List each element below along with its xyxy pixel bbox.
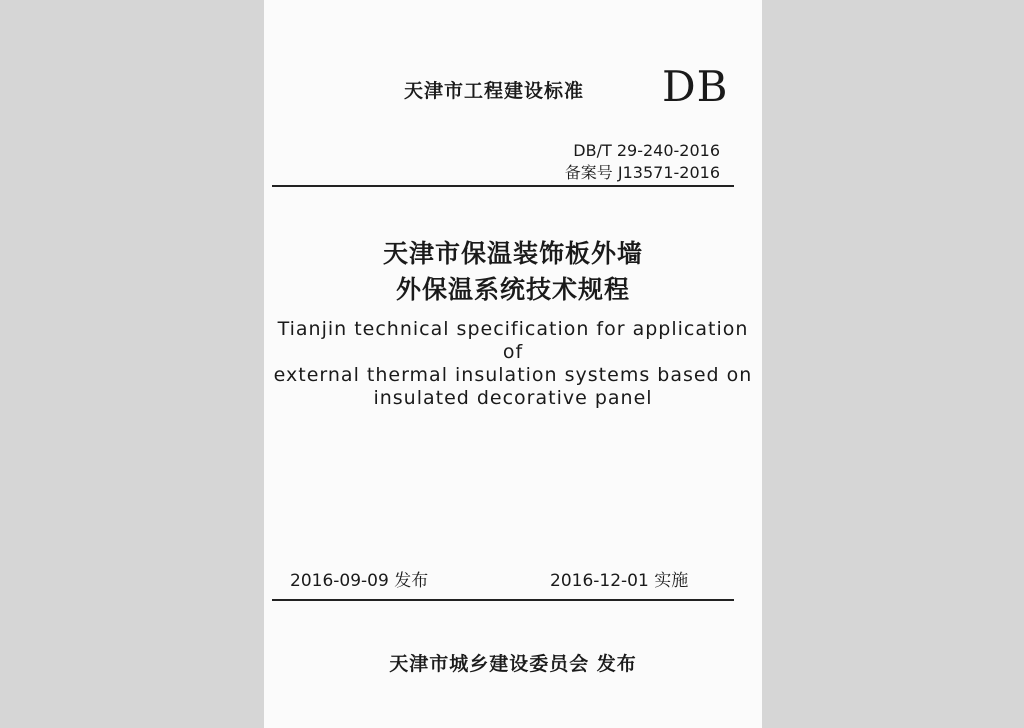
title-english <box>264 318 762 410</box>
bottom-divider <box>272 599 734 601</box>
standard-number: DB/T 29-240-2016 <box>573 141 720 160</box>
standard-codes <box>565 140 720 184</box>
effective-date: 2016-12-01 实施 <box>550 571 689 591</box>
publisher: 天津市城乡建设委员会 发布 <box>389 653 637 675</box>
record-number: 备案号 J13571-2016 <box>564 163 720 182</box>
standard-category: 天津市工程建设标准 <box>404 80 585 102</box>
title-en-line-1: Tianjin technical specification for application of <box>277 318 749 363</box>
title-en-line-2: external thermal insulation systems based on <box>273 364 753 386</box>
document-cover-page <box>264 0 762 728</box>
top-divider <box>272 185 734 187</box>
issue-date: 2016-09-09 发布 <box>290 571 429 591</box>
title-en-line-3: insulated decorative panel <box>373 387 653 409</box>
title-cn-line-2: 外保温系统技术规程 <box>395 275 630 304</box>
cover-header <box>264 62 762 112</box>
db-mark: DB <box>662 62 729 111</box>
dates-row <box>264 566 762 592</box>
title-chinese <box>264 236 762 308</box>
title-cn-line-1: 天津市保温装饰板外墙 <box>382 239 643 268</box>
